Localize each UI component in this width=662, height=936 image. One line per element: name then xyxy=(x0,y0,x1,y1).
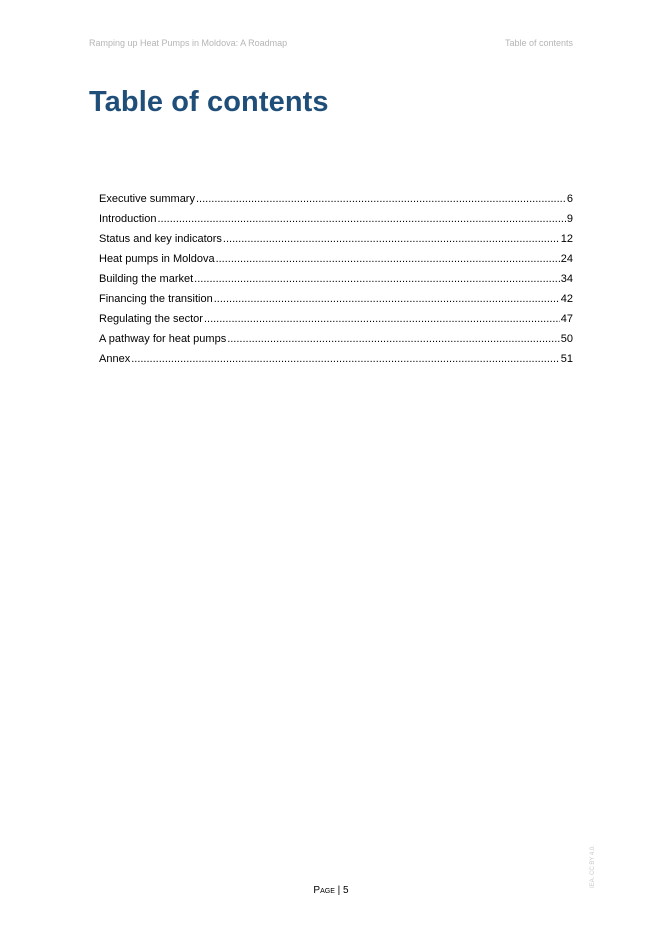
toc-dot-leader xyxy=(223,231,560,247)
toc-dot-leader xyxy=(216,251,560,267)
header-section-name: Table of contents xyxy=(504,38,573,48)
toc-entry-title: Status and key indicators xyxy=(99,233,222,245)
page-footer xyxy=(0,885,662,896)
toc-entry-status-and-key-indicators[interactable] xyxy=(99,231,573,251)
toc-dot-leader xyxy=(196,191,566,207)
running-header xyxy=(89,38,573,48)
toc-dot-leader xyxy=(227,331,560,347)
toc-entry-title: Executive summary xyxy=(99,193,195,205)
toc-entry-executive-summary[interactable] xyxy=(99,191,573,211)
header-document-title: Ramping up Heat Pumps in Moldova: A Roadmap xyxy=(89,38,288,48)
table-of-contents xyxy=(99,191,573,371)
footer-page-number: 5 xyxy=(343,885,349,896)
toc-entry-title: A pathway for heat pumps xyxy=(99,333,227,345)
toc-entry-introduction[interactable] xyxy=(99,211,573,231)
toc-entry-title: Regulating the sector xyxy=(99,313,203,325)
toc-dot-leader xyxy=(157,211,565,227)
toc-entry-heat-pumps-in-moldova[interactable] xyxy=(99,251,573,271)
toc-entry-page: 34 xyxy=(560,273,573,285)
toc-entry-page: 51 xyxy=(560,353,573,365)
toc-entry-title: Heat pumps in Moldova xyxy=(99,253,215,265)
footer-page-label: Page xyxy=(313,885,335,896)
toc-entry-annex[interactable] xyxy=(99,351,573,371)
toc-entry-title: Building the market xyxy=(99,273,194,285)
license-watermark: IEA. CC BY 4.0. xyxy=(590,845,596,888)
toc-entry-page: 24 xyxy=(560,253,573,265)
toc-dot-leader xyxy=(204,311,560,327)
toc-entry-page: 50 xyxy=(560,333,573,345)
toc-entry-page: 42 xyxy=(560,293,573,305)
toc-entry-regulating-the-sector[interactable] xyxy=(99,311,573,331)
toc-entry-financing-the-transition[interactable] xyxy=(99,291,573,311)
toc-entry-building-the-market[interactable] xyxy=(99,271,573,291)
page-title: Table of contents xyxy=(89,86,329,118)
toc-dot-leader xyxy=(131,351,560,367)
toc-entry-page: 9 xyxy=(566,213,573,225)
toc-entry-page: 6 xyxy=(566,193,573,205)
toc-entry-title: Introduction xyxy=(99,213,157,225)
toc-entry-title: Financing the transition xyxy=(99,293,213,305)
toc-entry-a-pathway-for-heat-pumps[interactable] xyxy=(99,331,573,351)
toc-entry-page: 47 xyxy=(560,313,573,325)
footer-separator: | xyxy=(337,885,341,896)
toc-dot-leader xyxy=(214,291,560,307)
toc-dot-leader xyxy=(194,271,560,287)
toc-entry-title: Annex xyxy=(99,353,131,365)
toc-entry-page: 12 xyxy=(560,233,573,245)
